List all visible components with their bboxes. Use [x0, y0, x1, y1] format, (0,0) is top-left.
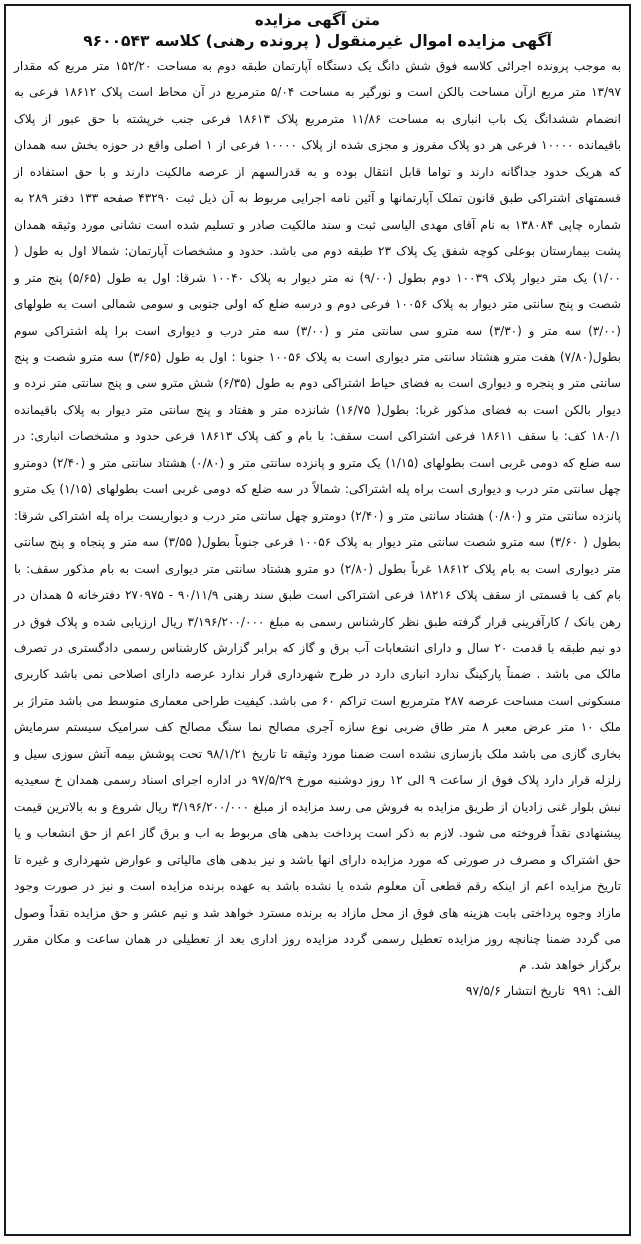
auction-notice — [4, 4, 631, 1236]
notice-footer — [14, 979, 621, 1003]
publication-date: تاریخ انتشار ۹۷/۵/۶ — [465, 982, 565, 998]
notice-code: الف: ۹۹۱ — [572, 982, 621, 998]
notice-title: متن آگهی مزایده — [254, 11, 381, 29]
notice-body: به موجب پرونده اجرائی کلاسه فوق شش دانگ یک دستگاه آپارتمان طبقه دوم به مساحت ۱۵۲/۲۰ متر مربع که مقدار ۱۳/۹۷ متر مربع ازآن مساحت بالکن است و نورگیر به مساحت ۵/۰۴ مترمربع در آن محاط است پلاک ۱۸۶۱۲ فرعی به انضمام ششدانگ یک باب انباری به مساحت ۱۱/۸۶ مترمربع پلاک ۱۸۶۱۳ فرعی جنب خرپشته با حق عبور از پلاک باقیمانده ۱۰۰۰۰ فرعی هر دو پلاک مفروز و مجزی شده از پلاک ۱۰۰۰۰ فرعی از ۱ اصلی واقع در حوزه بخش سه همدان که هریک حدود جداگانه دارند و تواما قابل انتقال بوده و به قدرالسهم از عرصه مالکیت دارند و با حق استفاده از قسمتهای اشتراکی طبق قانون تملک آپارتمانها و آئین نامه اجرایی مربوط به آن ذیل ثبت ۴۳۲۹۰ صفحه ۱۳۳ دفتر ۲۸۹ به شماره چاپی ۱۳۸۰۸۴ به نام آقای مهدی الیاسی ثبت و سند مالکیت صادر و تسلیم شده است نشانی مورد وثیقه همدان پشت بیمارستان بوعلی کوچه شفق یک پلاک ۲۳ طبقه دوم می باشد. حدود و مشخصات آپارتمان: شمالا اول به طول ( ۱/۰۰) یک متر دیوار پلاک ۱۰۰۳۹ دوم بطول (۹/۰۰) نه متر دیوار به پلاک ۱۰۰۴۰ شرقا: اول به طول (۵/۶۵) پنج متر و شصت و پنج سانتی متر دیوار به پلاک ۱۰۰۵۶ فرعی دوم و درسه ضلع که اولی جنوبی و سومی شمالی است به طولهای (۳/۰۰) سه متر و (۳/۳۰) سه مترو سی سانتی متر و (۳/۰۰) سه متر درب و دیواری است برا پله اشتراکی سوم بطول(۷/۸۰) هفت مترو هشتاد سانتی متر دیواری است به پلاک ۱۰۰۵۶ جنوبا : اول به طول (۳/۶۵) سه مترو شصت و پنج سانتی متر و پنجره و دیواری است به فضای حیاط اشتراکی دوم به طول (۶/۳۵) شش مترو سی و پنج سانتی متر نرده و دیوار بالکن است به فضای مذکور غربا: بطول( ۱۶/۷۵) شانزده متر و هفتاد و پنج سانتی متر دیوار به پلاک باقیمانده ۱۸۰/۱ کف: با سقف ۱۸۶۱۱ فرعی اشتراکی است سقف: با بام و کف پلاک ۱۸۶۱۳ فرعی حدود و مشخصات انباری: در سه ضلع که دومی غربی است بطولهای (۱/۱۵) یک مترو و پانزده سانتی متر و (۰/۸۰) هشتاد سانتی متر و (۲/۴۰) دومترو چهل سانتی متر درب و دیواری است براه پله اشتراکی: شمالاً در سه ضلع که دومی غربی است بطولهای (۱/۱۵) یک مترو پانزده سانتی متر و (۰/۸۰) هشتاد سانتی متر و (۲/۴۰) دومترو چهل سانتی متر درب و دیواریست براه پله اشتراکی شرقا: بطول ( ۳/۶۰) سه مترو شصت سانتی متر دیوار به پلاک ۱۰۰۵۶ فرعی جنوباً بطول( ۳/۵۵) سه متر و پنجاه و پنج سانتی متر دیواری است به بام پلاک ۱۸۶۱۲ غرباً بطول (۲/۸۰) دو مترو هشتاد سانتی متر دیواری است به بام مذکور سقف: با بام کف با قسمتی از سقف پلاک ۱۸۲۱۶ فرعی اشتراکی است طبق سند رهنی ۹۰/۱۱/۹ - ۲۷۰۹۷۵ دفترخانه ۵ همدان در رهن بانک / کارآفرینی قرار گرفته طبق نظر کارشناس رسمی به مبلغ ۳/۱۹۶/۲۰۰/۰۰۰ ریال ارزیابی شده و پلاک فوق در دو نیم طبقه با قدمت ۲۰ سال و دارای انشعابات آب برق و گاز که برابر گزارش کارشناس رسمی دادگستری در تصرف مالک می باشد . ضمناً پارکینگ ندارد انباری دارد در طرح شهرداری قرار ندارد عرصه دارای اصلاحی نمی باشد کاربری مسکونی است مساحت عرصه ۲۸۷ مترمربع است تراکم ۶۰ می باشد. کیفیت طراحی معماری متوسط می باشد متراژ بر ملک ۱۰ متر عرض معبر ۸ متر طاق ضربی نوع سازه آجری مصالح نما سنگ مصالح کف سرامیک سیستم سرمایش بخاری گازی می باشد ملک بازسازی نشده است ضمنا مورد وثیقه تا تاریخ ۹۸/۱/۲۱ تحت پوشش بیمه آتش سوزی سیل و زلزله قرار دارد پلاک فوق از ساعت ۹ الی ۱۲ روز دوشنبه مورخ ۹۷/۵/۲۹ در اداره اجرای اسناد رسمی همدان خ سعیدیه نبش بلوار غنی زادیان از طریق مزایده به فروش می رسد مزایده از مبلغ ۳/۱۹۶/۲۰۰/۰۰۰ ریال شروع و به بالاترین قیمت پیشنهادی نقداً فروخته می شود. لازم به ذکر است پرداخت بدهی های مربوط به اب و برق گاز اعم از حق انشعاب و یا حق اشتراک و مصرف در صورتی که مورد مزایده دارای انها باشد و نیز بدهی های مالیاتی و عوارض شهرداری و غیره تا تاریخ مزایده اعم از اینکه رقم قطعی آن معلوم شده یا نشده باشد به عهده برنده مزایده است و نیز در صورت وجود مازاد وجوه پرداختی بابت هزینه های فوق از محل مازاد به برنده مسترد خواهد شد و نیم عشر و حق مزایده نقداً وصول می گردد ضمنا چنانچه روز مزایده تعطیل رسمی گردد مزایده روز اداری بعد از تعطیلی در همان ساعت و مکان مقرر برگزار خواهد شد. م — [14, 59, 622, 973]
notice-subtitle: آگهی مزایده اموال غیرمنقول ( پرونده رهنی) کلاسه ۹۶۰۰۵۴۳ — [83, 32, 552, 50]
